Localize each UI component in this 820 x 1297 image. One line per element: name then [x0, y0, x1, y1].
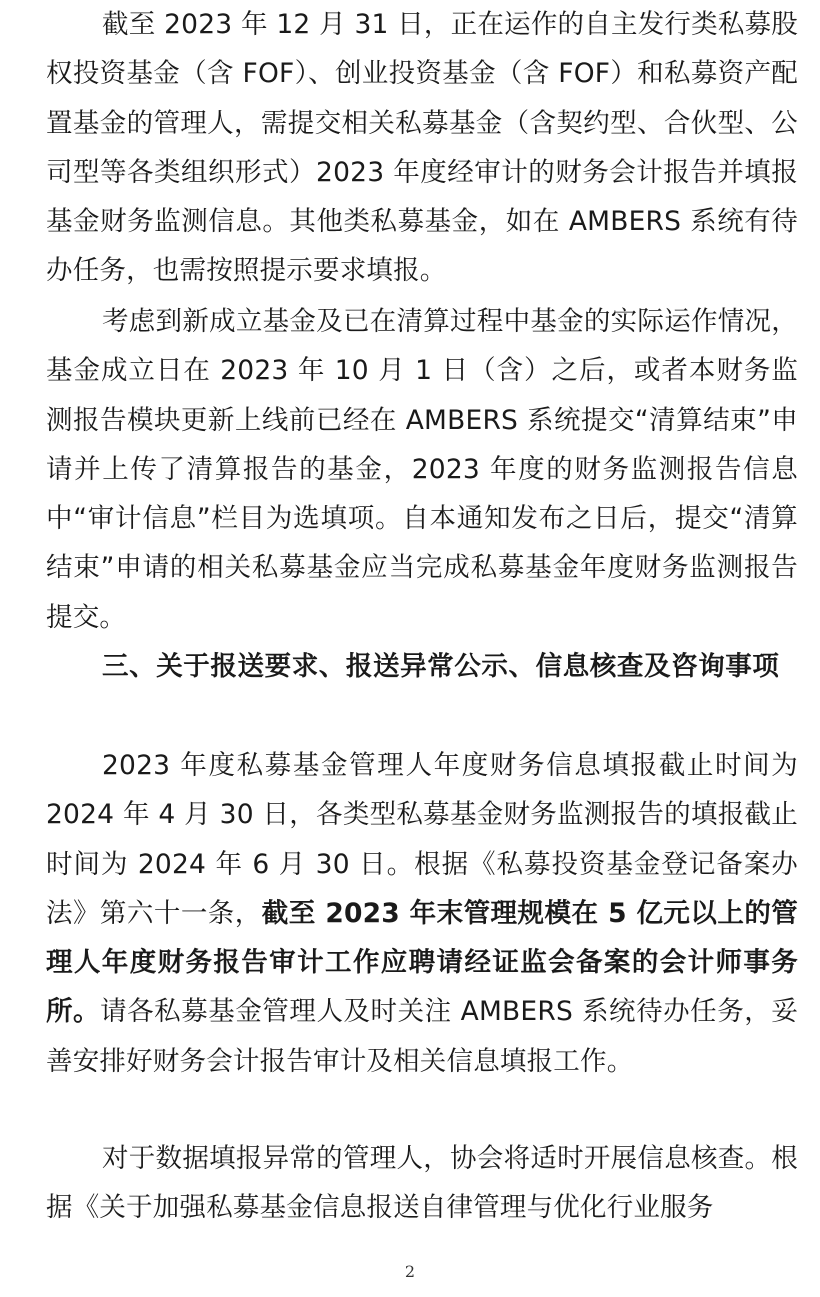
paragraph-reporting-scope: 截至 2023 年 12 月 31 日，正在运作的自主发行类私募股权投资基金（含 FOF）、创业投资基金（含 FOF）和私募资产配置基金的管理人，需提交相关私募基金（含契约型、合伙型、公司型等各类组织形式）2023 年度经审计的财务会计报告并填报基金财务监测信息。其他类私募基金，如在 AMBERS 系统有待办任务，也需按照提示要求填报。: [46, 9, 798, 287]
paragraph-information-verification: 对于数据填报异常的管理人，协会将适时开展信息核查。根据《关于加强私募基金信息报送自律管理与优化行业服务: [46, 1143, 798, 1224]
page-number: 2: [404, 1262, 416, 1281]
reminder-text: 请各私募基金管理人及时关注 AMBERS 系统待办任务，妥善安排好财务会计报告审计及相关信息填报工作。: [46, 996, 798, 1077]
deadline-text: 2023 年度私募基金管理人年度财务信息填报截止时间为 2024 年 4 月 30 日，各类型私募基金财务监测报告的填报截止时间为 2024 年 6 月 30 日。根据《私募投资基金登记备案办法》第六十一条，: [46, 750, 798, 929]
paragraph-deadlines: [46, 741, 798, 1086]
paragraph-new-and-liquidating-funds: 考虑到新成立基金及已在清算过程中基金的实际运作情况，基金成立日在 2023 年 10 月 1 日（含）之后，或者本财务监测报告模块更新上线前已经在 AMBERS 系统提交“清算结束”申请并上传了清算报告的基金，2023 年度的财务监测报告信息中“审计信息”栏目为选填项。自本通知发布之日后，提交“清算结束”申请的相关私募基金应当完成私募基金年度财务监测报告提交。: [46, 306, 798, 633]
audit-requirement-text: 截至 2023 年末管理规模在 5 亿元以上的管理人年度财务报告审计工作应聘请经证监会备案的会计师事务所。: [46, 897, 798, 1028]
section-heading-3: 三、关于报送要求、报送异常公示、信息核查及咨询事项: [102, 651, 780, 682]
